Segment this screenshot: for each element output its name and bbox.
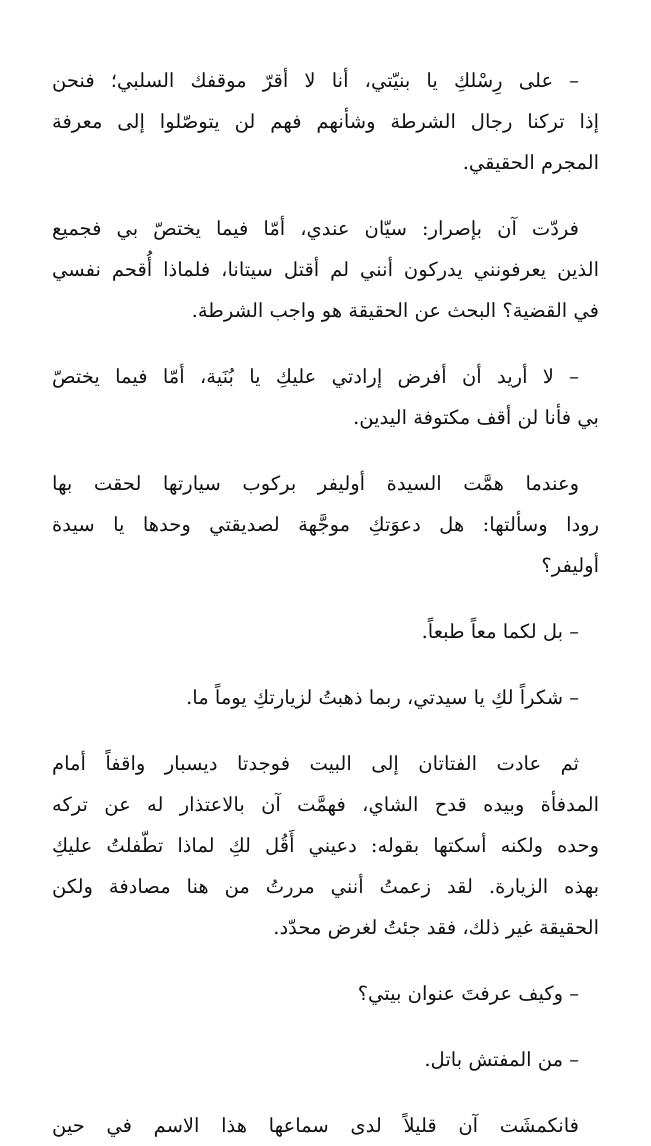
text-line: المجرم الحقيقي. xyxy=(462,151,599,174)
text-line: رودا وسألتها: هل دعوَتكِ موجَّهة لصديقتي وحدها يا سيدة xyxy=(52,513,599,536)
paragraph-2 xyxy=(52,208,599,331)
text-line: الحقيقة غير ذلك، فقد جئتُ لغرض محدّد. xyxy=(273,916,599,939)
paragraph-4 xyxy=(52,463,599,586)
text-line: فردّت آن بإصرار: سيّان عندي، أمّا فيما يختصّ بي فجميع xyxy=(52,217,579,240)
text-line: ثم عادت الفتاتان إلى البيت فوجدتا ديسبار واقفاً أمام xyxy=(52,752,579,775)
text-line: – لا أريد أن أفرض إرادتي عليكِ يا بُنَية، أمّا فيما يختصّ xyxy=(52,365,579,388)
text-line: – على رِسْلكِ يا بنيّتي، أنا لا أقرّ موقفك السلبي؛ فنحن xyxy=(52,69,579,92)
paragraph-7 xyxy=(52,743,599,948)
paragraph-10 xyxy=(52,1105,599,1146)
paragraph-8 xyxy=(52,973,599,1014)
paragraph-3 xyxy=(52,356,599,438)
paragraph-1 xyxy=(52,60,599,183)
text-line: المدفأة وبيده قدح الشاي، فهمَّت آن بالاعتذار له عن تركه xyxy=(52,793,599,816)
text-line: فانكمشَت آن قليلاً لدى سماعها هذا الاسم في حين xyxy=(52,1114,579,1137)
text-line: – من المفتش باتل. xyxy=(424,1048,579,1071)
text-line: في القضية؟ البحث عن الحقيقة هو واجب الشرطة. xyxy=(191,299,599,322)
text-line: – بل لكما معاً طبعاً. xyxy=(421,620,579,643)
text-line: – شكراً لكِ يا سيدتي، ربما ذهبتُ لزيارتكِ يوماً ما. xyxy=(186,686,579,709)
text-line: بهذه الزيارة. لقد زعمتُ أنني مررتُ من هنا مصادفة ولكن xyxy=(52,875,599,898)
text-line: إذا تركنا رجال الشرطة وشأنهم فهم لن يتوصّلوا إلى معرفة xyxy=(52,110,599,133)
text-line: أوليفر؟ xyxy=(541,554,599,577)
text-line: الذين يعرفونني يدركون أنني لم أقتل سيتانا، فلماذا أُقحم نفسي xyxy=(52,258,599,281)
paragraph-9 xyxy=(52,1039,599,1080)
text-line: وحده ولكنه أسكتها بقوله: دعيني أَقُل لكِ لماذا تطّفلتُ عليكِ xyxy=(52,834,599,857)
paragraph-5 xyxy=(52,611,599,652)
text-line: – وكيف عرفتَ عنوان بيتي؟ xyxy=(357,982,579,1005)
text-line: وعندما همَّت السيدة أوليفر بركوب سيارتها لحقت بها xyxy=(52,472,579,495)
text-line: بي فأنا لن أقف مكتوفة اليدين. xyxy=(353,406,599,429)
paragraph-6 xyxy=(52,677,599,718)
